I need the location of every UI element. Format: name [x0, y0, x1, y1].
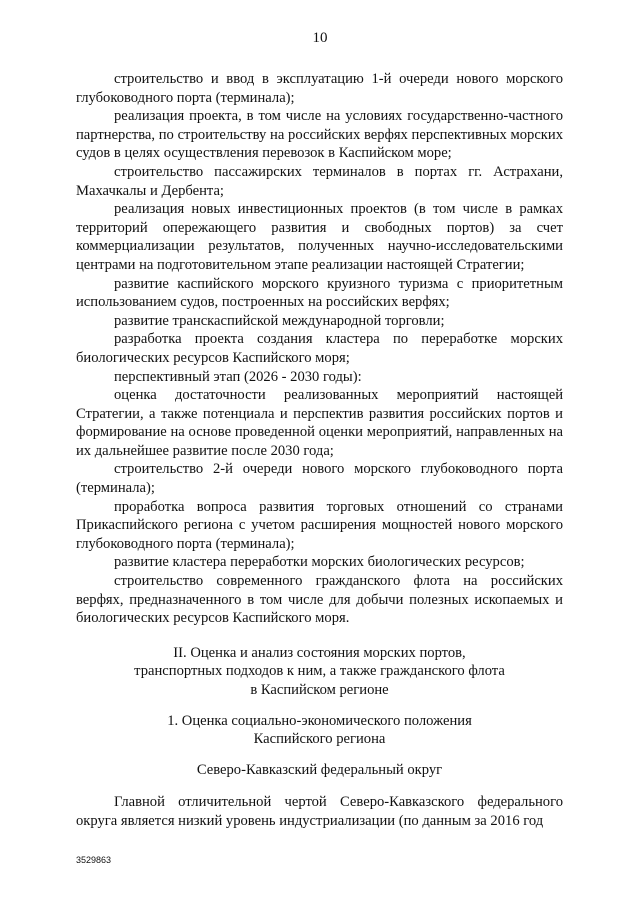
- paragraph: разработка проекта создания кластера по переработке морских биологических ресурсов Каспийского моря;: [76, 331, 563, 366]
- paragraph: развитие каспийского морского круизного туризма с приоритетным использованием судов, построенных на российских верфях;: [76, 275, 563, 311]
- subsection-heading-line: Каспийского региона: [253, 731, 386, 748]
- paragraph: проработка вопроса развития торговых отношений со странами Прикаспийского региона с учетом расширения мощностей нового морского глубоководного порта (терминала);: [76, 498, 563, 552]
- document-code: 3529863: [76, 855, 112, 865]
- paragraph: строительство пассажирских терминалов в портах гг. Астрахани, Махачкалы и Дербента;: [76, 163, 563, 199]
- paragraph: оценка достаточности реализованных мероприятий настоящей Стратегии, а также потенциала и перспектив развития российских портов и формирование на основе проведенной оценки мероприятий, направленных на их дальнейшее развитие после 2030 года;: [76, 387, 563, 459]
- subsection-heading-line: 1. Оценка социально-экономического положения: [167, 712, 472, 729]
- district-heading: Северо-Кавказский федеральный округ: [196, 761, 443, 778]
- section-heading-line: транспортных подходов к ним, а также гражданского флота: [134, 663, 505, 680]
- paragraph: реализация проекта, в том числе на условиях государственно-частного партнерства, по строительству на российских верфях перспективных морских судов в целях осуществления перевозок в Каспийском море;: [76, 108, 563, 162]
- paragraph: развитие кластера переработки морских биологических ресурсов;: [114, 554, 525, 571]
- paragraph: строительство современного гражданского флота на российских верфях, предназначенного в том числе для добычи полезных ископаемых и биологических ресурсов Каспийского моря.: [76, 573, 563, 627]
- section-heading: [76, 644, 563, 700]
- paragraph: строительство и ввод в эксплуатацию 1-й очереди нового морского глубоководного порта (терминала);: [76, 71, 563, 106]
- paragraph: Главной отличительной чертой Северо-Кавказского федерального округа является низкий уровень индустриализации (по данным за 2016 год: [76, 794, 563, 829]
- section-heading-line: в Каспийском регионе: [250, 682, 389, 698]
- paragraph: перспективный этап (2026 - 2030 годы):: [114, 368, 362, 385]
- paragraph: реализация новых инвестиционных проектов (в том числе в рамках территорий опережающего развития и свободных портов) за счет коммерциализации результатов, полученных научно-исследовательскими центрами на подготовительном этапе реализации настоящей Стратегии;: [76, 201, 563, 273]
- paragraph: развитие транскаспийской международной торговли;: [114, 312, 445, 329]
- section-heading-line: II. Оценка и анализ состояния морских портов,: [173, 644, 466, 661]
- page-number: 10: [312, 30, 328, 46]
- subsection-heading: [76, 712, 563, 749]
- document-body: [76, 70, 563, 831]
- paragraph: строительство 2-й очереди нового морского глубоководного порта (терминала);: [76, 461, 563, 497]
